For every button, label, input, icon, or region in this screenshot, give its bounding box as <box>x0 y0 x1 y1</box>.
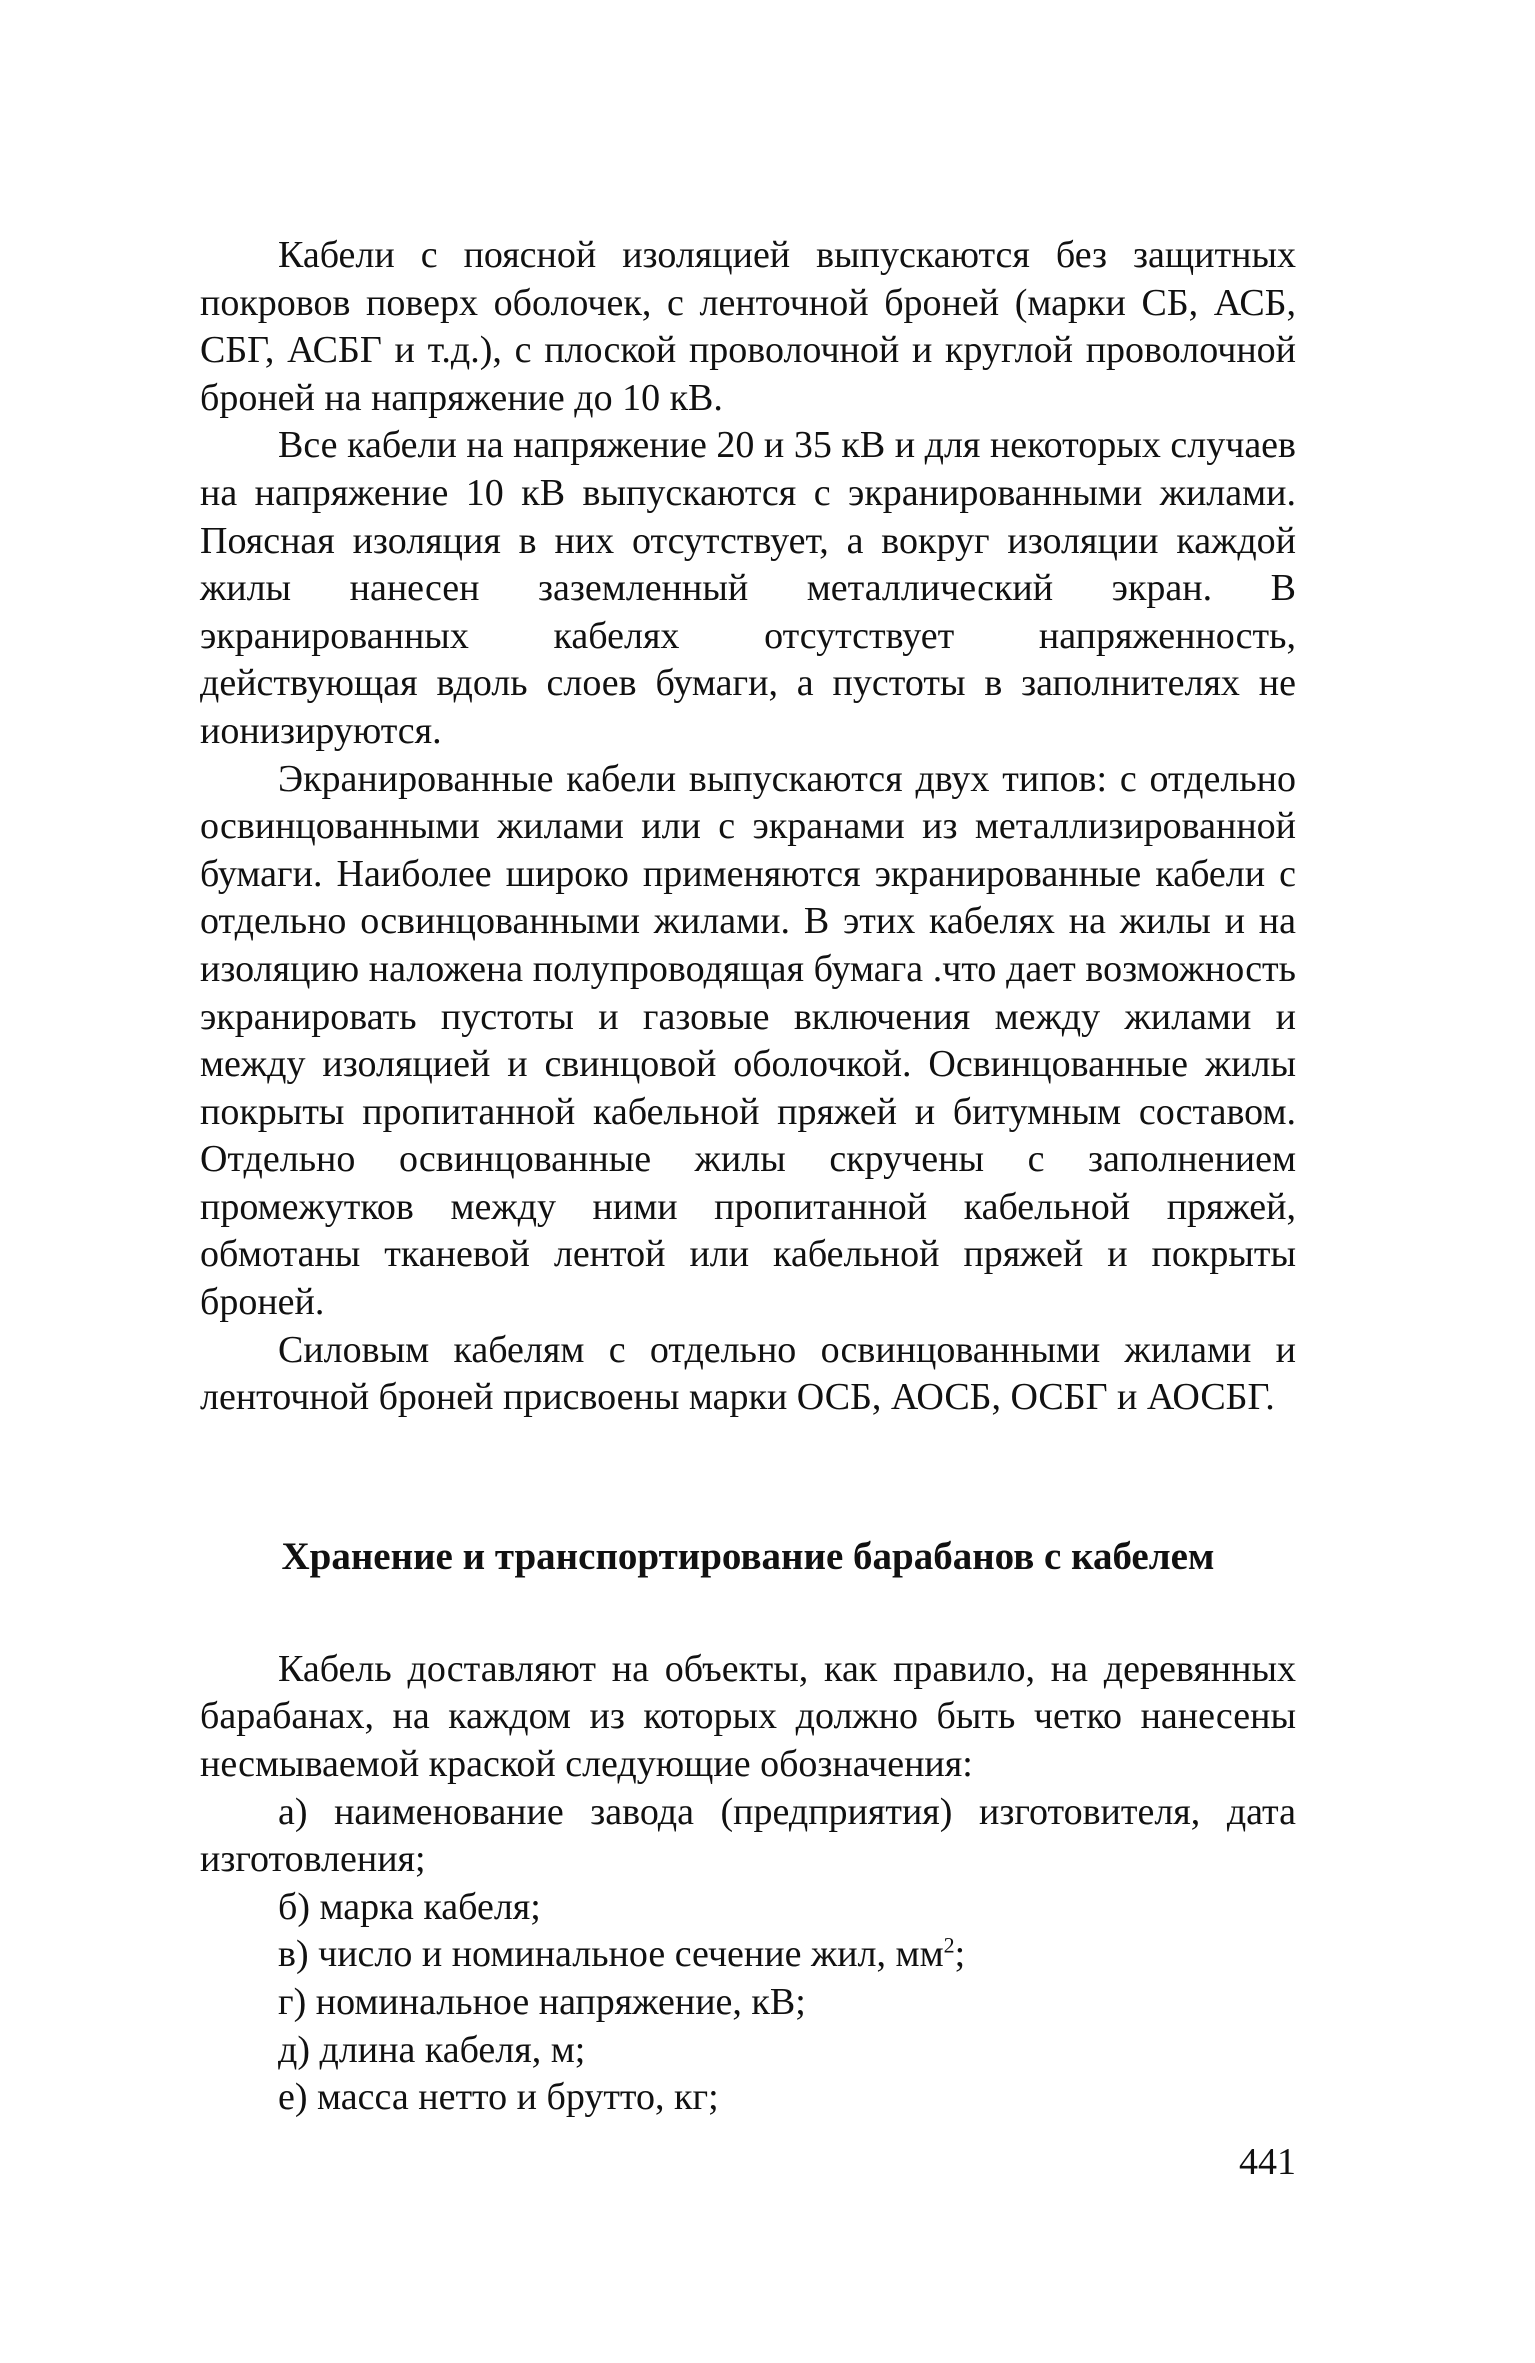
paragraph-belt-insulation: Кабели с поясной изоляцией выпускаются без защитных покровов поверх оболочек, с ленточной броней (марки СБ, АСБ, СБГ, АСБГ и т.д.), с плоской проволочной и круглой проволочной броней на напряжение до 10 кВ. <box>200 234 1296 419</box>
list-item <box>200 1931 1296 1979</box>
section-heading: Хранение и транспортирование барабанов с кабелем <box>281 1534 1215 1578</box>
document-page <box>200 232 1296 2122</box>
marking-list <box>200 1789 1296 2122</box>
list-item: а) наименование завода (предприятия) изготовителя, дата изготовления; <box>200 1790 1296 1881</box>
list-item-text: в) число и номинальное сечение жил, мм <box>278 1933 944 1976</box>
list-item: д) длина кабеля, м; <box>278 2028 586 2071</box>
paragraph-cable-marks: Силовым кабелям с отдельно освинцованными жилами и ленточной броней присвоены марки ОСБ, АОСБ, ОСБГ и АОСБГ. <box>200 1328 1296 1419</box>
paragraph-shielded-types: Экранированные кабели выпускаются двух типов: с отдельно освинцованными жилами или с экранами из металлизированной бумаги. Наиболее широко применяются экранированные кабели с отдельно освинцованными жилами. В этих кабелях на жилы и на изоляцию наложена полупроводящая бумага .что дает возможность экранировать пустоты и газовые включения между жилами и между изоляцией и свинцовой оболочкой. Освинцованные жилы покрыты пропитанной кабельной пряжей и битумным составом. Отдельно освинцованные жилы скручены с заполнением промежутков между ними пропитанной кабельной пряжей, обмотаны тканевой лентой или кабельной пряжей и покрыты броней. <box>200 757 1296 1324</box>
section-intro: Кабель доставляют на объекты, как правило, на деревянных барабанах, на каждом из которых должно быть четко нанесены несмываемой краской следующие обозначения: <box>200 1647 1296 1786</box>
list-item: б) марка кабеля; <box>278 1885 541 1928</box>
paragraph-shielded-cores: Все кабели на напряжение 20 и 35 кВ и для некоторых случаев на напряжение 10 кВ выпускаются с экранированными жилами. Поясная изоляция в них отсутствует, а вокруг изоляции каждой жилы нанесен заземленный металлический экран. В экранированных кабелях отсутствует напряженность, действующая вдоль слоев бумаги, а пустоты в заполнителях не ионизируются. <box>200 424 1296 752</box>
page-number: 441 <box>1239 2141 1296 2183</box>
list-item-suffix: ; <box>954 1933 966 1976</box>
list-item: г) номинальное напряжение, кВ; <box>278 1981 806 2023</box>
list-item: е) масса нетто и брутто, кг; <box>278 2076 719 2119</box>
superscript: 2 <box>943 1932 955 1958</box>
